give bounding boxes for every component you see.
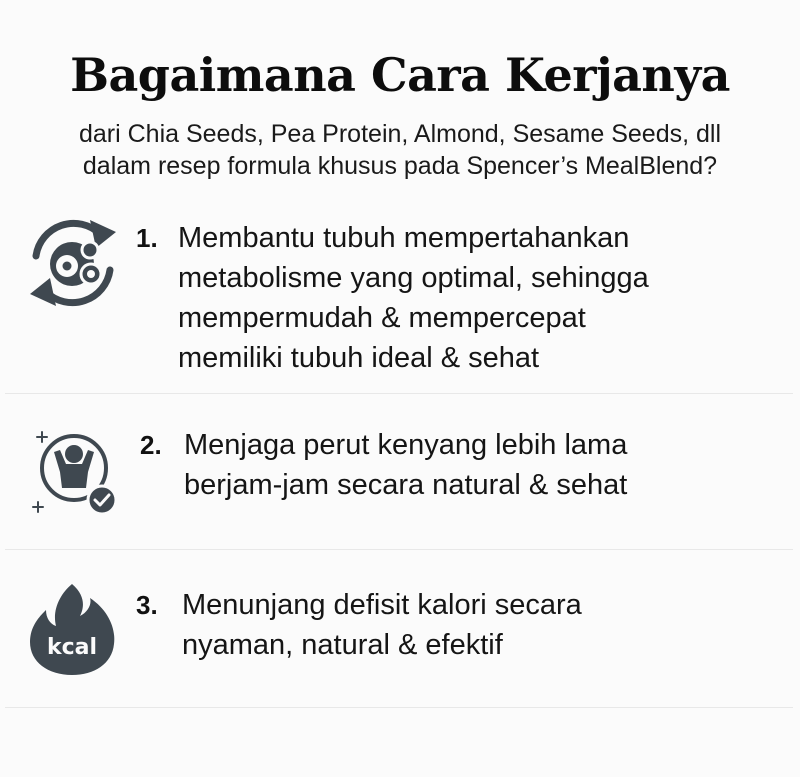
item-text-line: nyaman, natural & efektif xyxy=(182,629,503,661)
divider xyxy=(5,549,793,550)
item-number: 3. xyxy=(136,590,158,620)
page-subtitle xyxy=(0,118,800,182)
item-number: 2. xyxy=(140,430,162,460)
kcal-label: kcal xyxy=(46,635,98,660)
item-number: 1. xyxy=(136,223,158,253)
item-text-line: Menunjang defisit kalori secara xyxy=(182,589,582,621)
item-text xyxy=(182,585,582,665)
item-text-line: Menjaga perut kenyang lebih lama xyxy=(184,429,628,461)
item-text xyxy=(184,425,627,505)
item-text-line: metabolisme yang optimal, sehingga xyxy=(178,262,649,294)
metabolism-cycle-icon xyxy=(24,214,122,312)
divider xyxy=(5,393,793,394)
kcal-flame-icon xyxy=(26,582,118,676)
item-text-line: Membantu tubuh mempertahankan xyxy=(178,222,630,254)
subtitle-line-2: dalam resep formula khusus pada Spencer’s MealBlend? xyxy=(82,152,718,180)
subtitle-line-1: dari Chia Seeds, Pea Protein, Almond, Sesame Seeds, dll xyxy=(78,120,722,148)
item-text-line: berjam-jam secara natural & sehat xyxy=(184,469,628,501)
item-text xyxy=(178,218,649,378)
happy-person-check-icon xyxy=(28,428,122,520)
item-text-line: memiliki tubuh ideal & sehat xyxy=(178,342,540,374)
divider xyxy=(5,707,793,708)
page-title: Bagaimana Cara Kerjanya xyxy=(70,48,730,102)
item-text-line: mempermudah & mempercepat xyxy=(178,302,586,334)
